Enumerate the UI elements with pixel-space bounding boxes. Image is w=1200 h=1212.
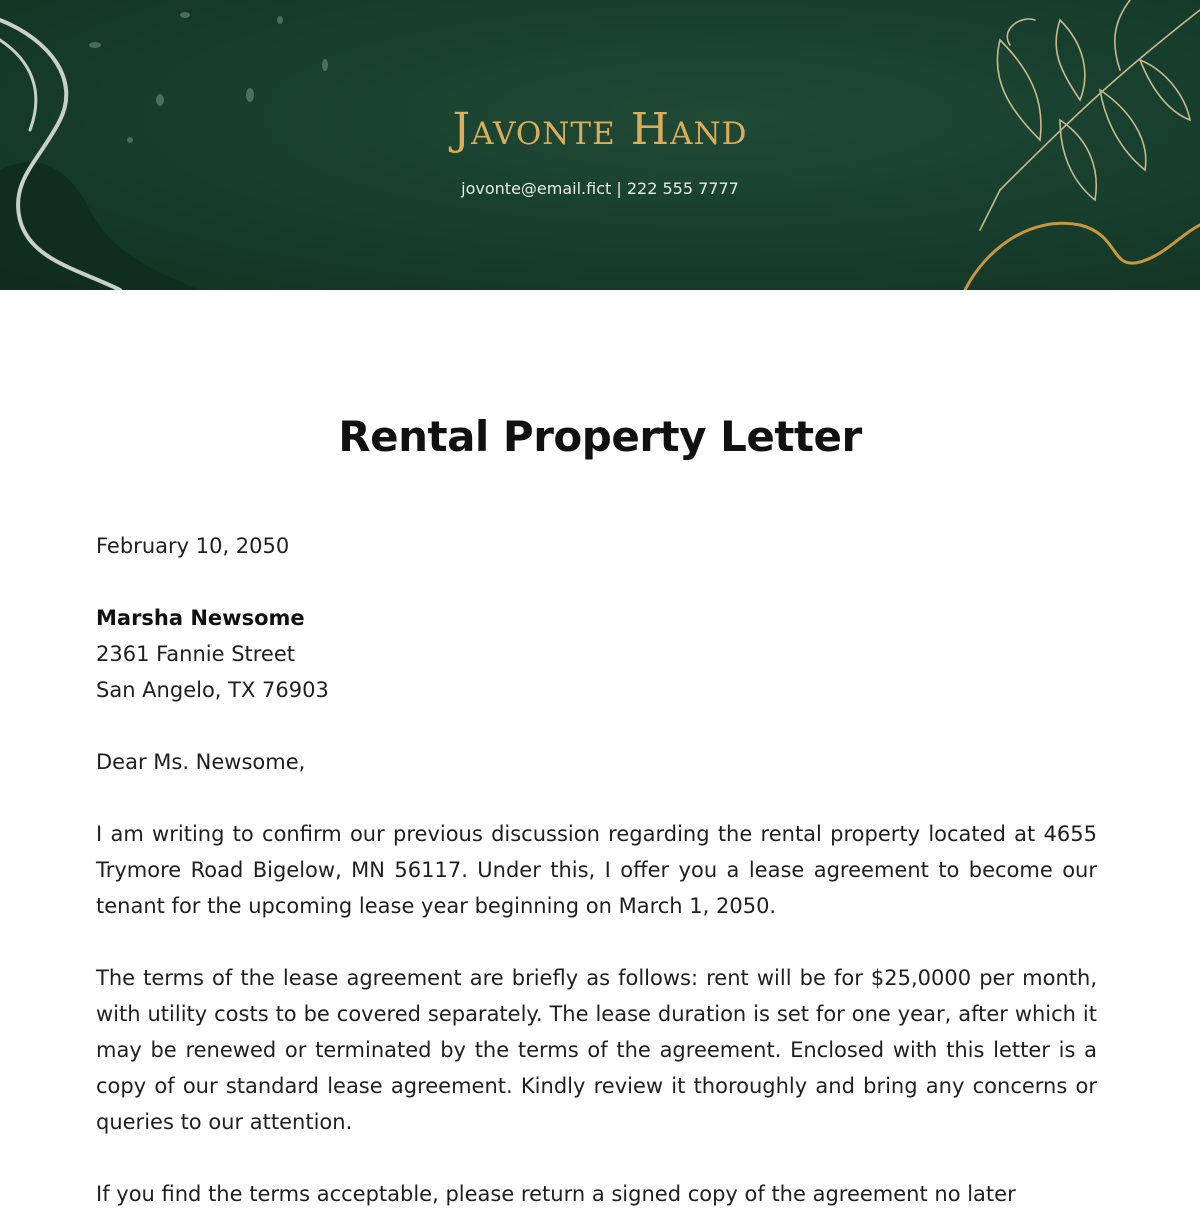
recipient-street: 2361 Fannie Street <box>96 642 295 666</box>
recipient-city: San Angelo, TX 76903 <box>96 678 329 702</box>
salutation: Dear Ms. Newsome, <box>96 750 306 774</box>
paragraph: The terms of the lease agreement are briefly as follows: rent will be for $25,0000 per month, with utility costs to be covered separately. The lease duration is set for one year, after which it may be renewed or terminated by the terms of the agreement. Enclosed with this letter is a copy of our standard lease agreement. Kindly review it thoroughly and bring any concerns or queries to our attention. <box>96 966 1097 1134</box>
recipient-name: Marsha Newsome <box>96 606 305 630</box>
document-title: Rental Property Letter <box>338 412 862 461</box>
letterhead-banner <box>0 0 1200 290</box>
paragraph: If you find the terms acceptable, please return a signed copy of the agreement no later <box>96 1182 1016 1206</box>
sender-contact: jovonte@email.fict | 222 555 7777 <box>461 179 739 198</box>
recipient-block <box>96 600 1097 708</box>
letter-date: February 10, 2050 <box>96 534 290 558</box>
sender-name: Javonte Hand <box>452 104 748 155</box>
paragraph: I am writing to confirm our previous discussion regarding the rental property located at 4655 Trymore Road Bigelow, MN 56117. Under this, I offer you a lease agreement to become our tenant for the upcoming lease year beginning on March 1, 2050. <box>96 822 1097 918</box>
